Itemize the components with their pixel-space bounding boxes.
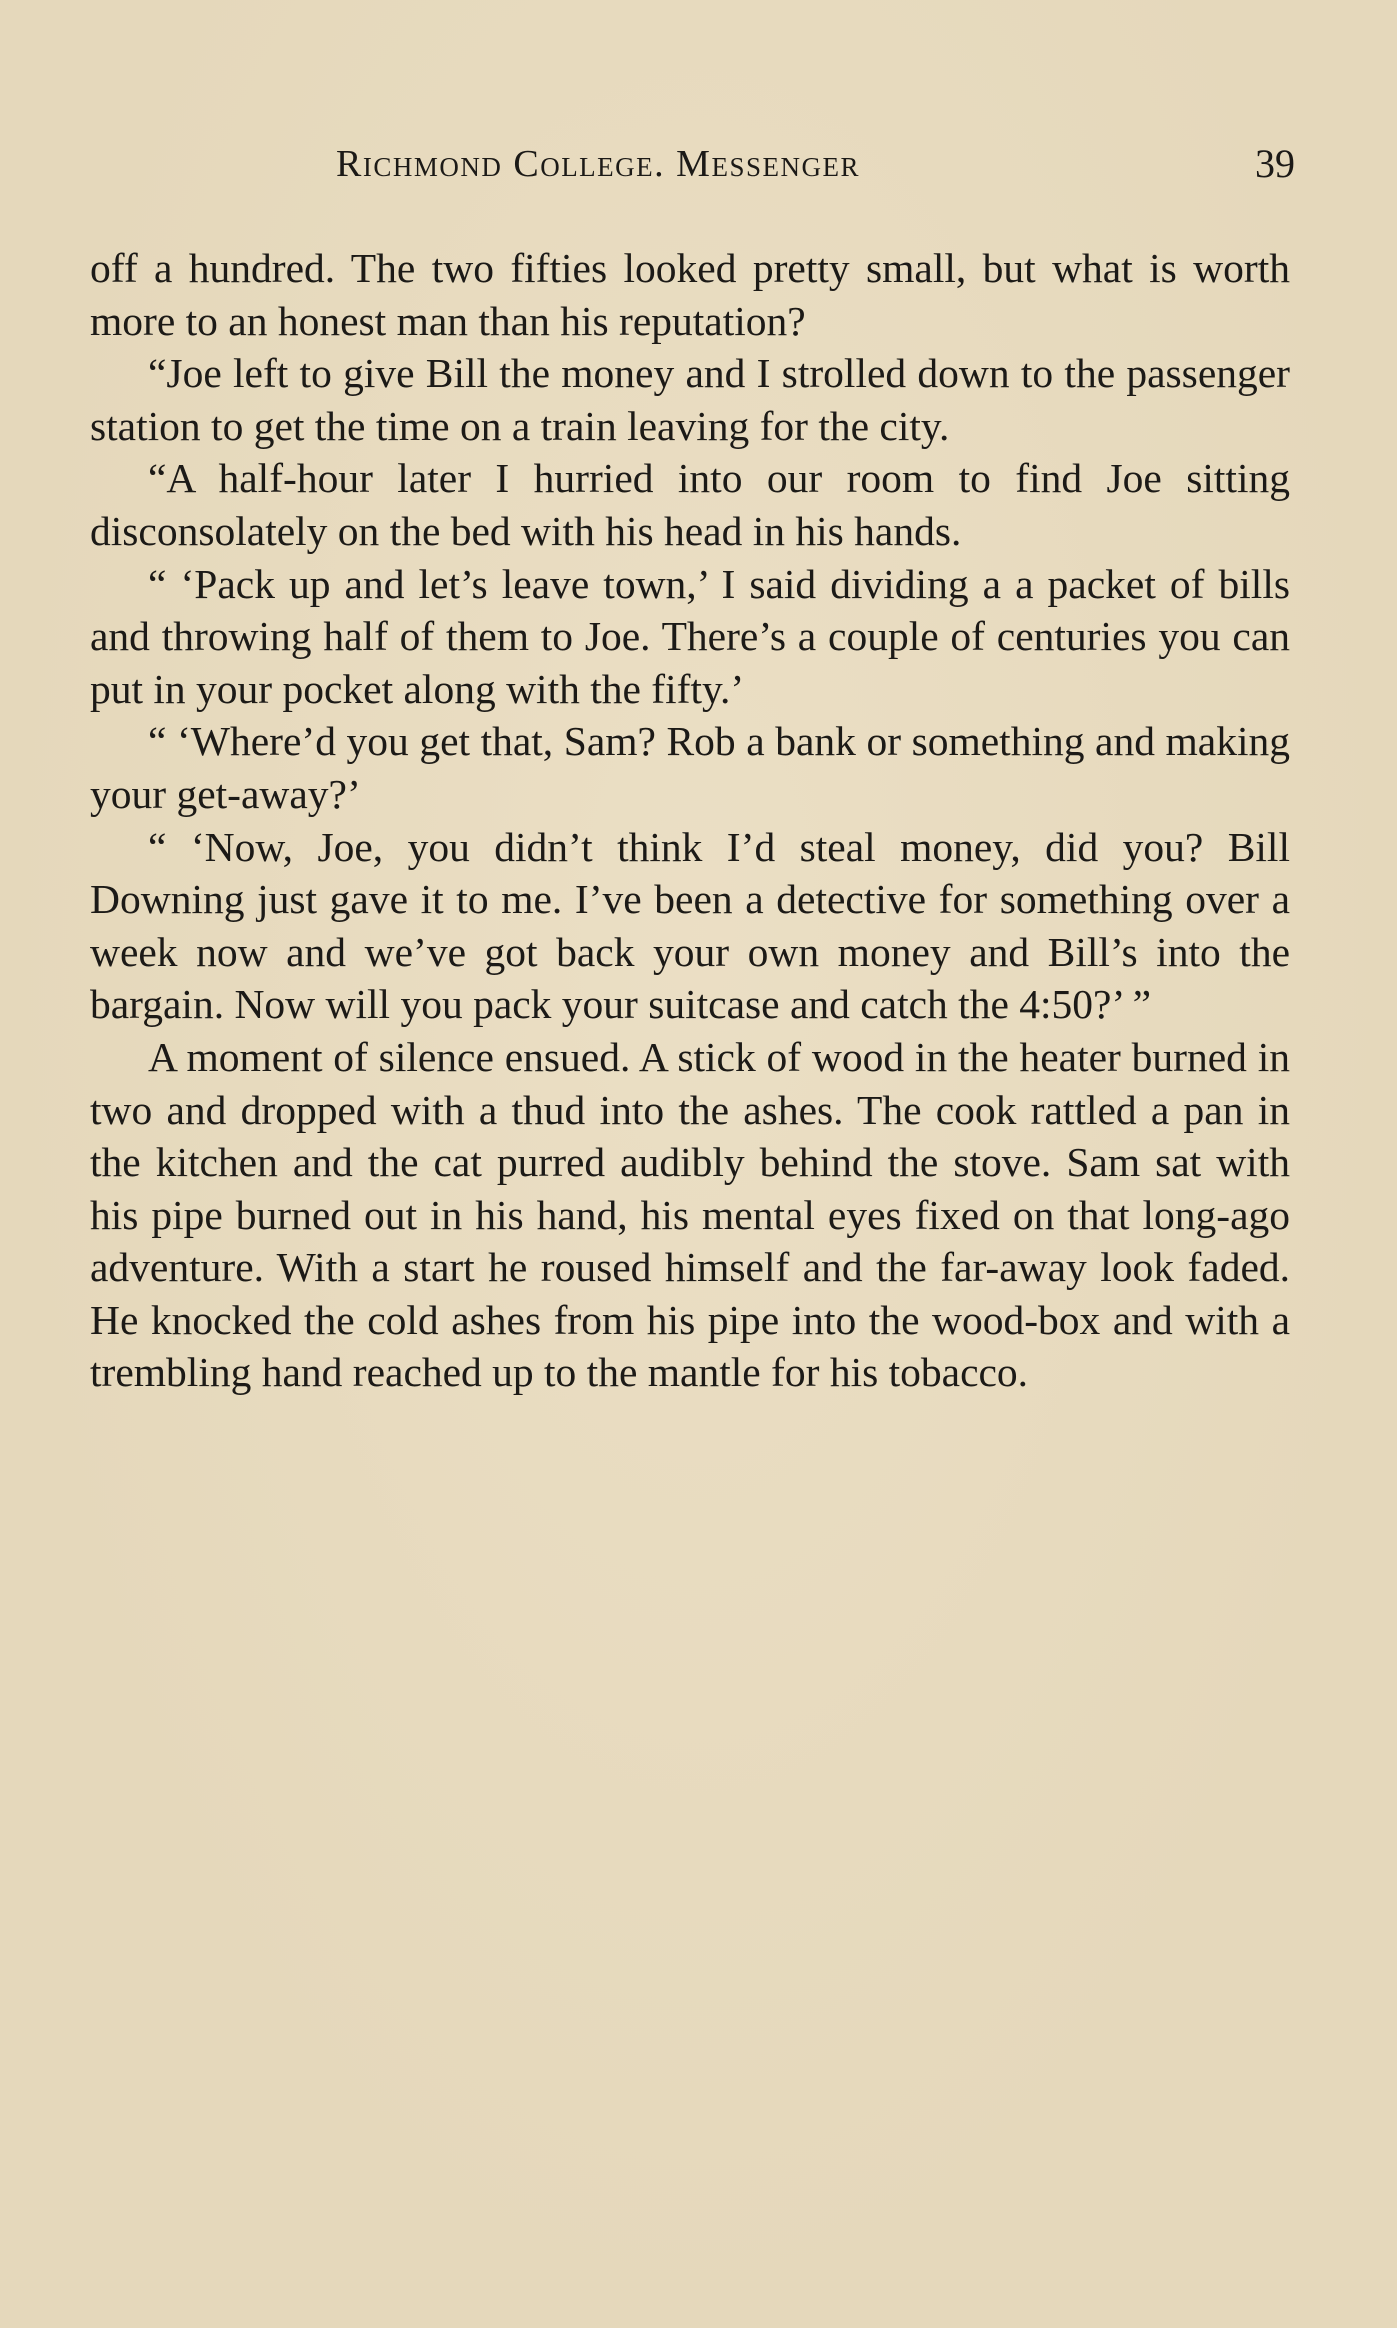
paragraph: “Joe left to give Bill the money and I strolled down to the passenger station to get the time on a train leaving for the city.: [90, 350, 1290, 449]
paragraph: “ ‘Pack up and let’s leave town,’ I said dividing a a packet of bills and throwing half of them to Joe. There’s a couple of centuries you can put in your pocket along with the fifty.’: [90, 560, 1290, 712]
paragraph: “ ‘Now, Joe, you didn’t think I’d steal money, did you? Bill Downing just gave it to me. I’ve been a detective for something over a week now and we’ve got back your own money and Bill’s into the bargain. Now will you pack your suitcase and catch the 4:50?’ ”: [90, 823, 1290, 1028]
paragraph: “A half-hour later I hurried into our room to find Joe sitting disconsolately on the bed with his head in his hands.: [90, 455, 1290, 554]
paragraph: off a hundred. The two fifties looked pretty small, but what is worth more to an honest man than his reputation?: [90, 245, 1290, 344]
body-text: [90, 242, 1290, 1399]
paragraph: A moment of silence ensued. A stick of wood in the heater burned in two and dropped with a thud into the ashes. The cook rattled a pan in the kitchen and the cat purred audibly behind the stove. Sam sat with his pipe burned out in his hand, his mental eyes fixed on that long-ago adventure. With a start he roused himself and the far-away look faded. He knocked the cold ashes from his pipe into the wood-box and with a trembling hand reached up to the mantle for his tobacco.: [90, 1033, 1290, 1396]
paragraph: “ ‘Where’d you get that, Sam? Rob a bank or something and making your get-away?’: [90, 718, 1290, 817]
journal-title: Richmond College. Messenger: [336, 143, 860, 185]
page-number: 39: [1255, 141, 1295, 186]
running-head: [92, 134, 1295, 194]
